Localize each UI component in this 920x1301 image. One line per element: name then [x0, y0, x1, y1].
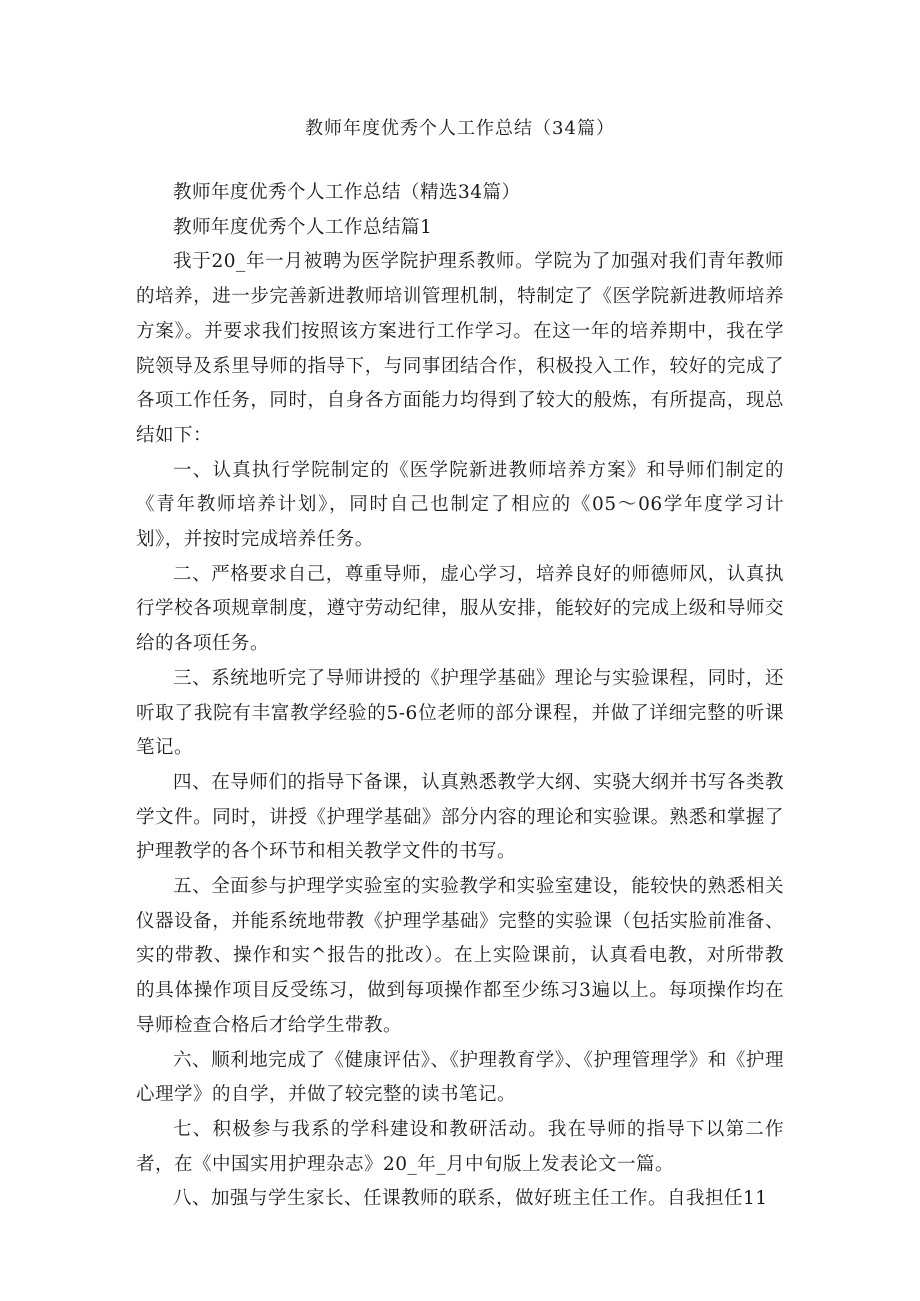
document-title: 教师年度优秀个人工作总结（34篇）	[305, 118, 615, 139]
paragraph-item-2: 二、严格要求自己，尊重导师，虚心学习，培养良好的师德师风，认真执行学校各项规章制度，遵守劳动纪律，服从安排，能较好的完成上级和导师交给的各项任务。	[136, 563, 784, 655]
paragraph-item-5: 五、全面参与护理学实验室的实验教学和实验室建设，能较快的熟悉相关仪器设备，并能系统地带教《护理学基础》完整的实验课（包括实脸前准备、实的带教、操作和实^报告的批改）。在上实险课前，认真看电教，对所带教的具体操作项目反受练习，做到每项操作都至少练习3遍以上。每项操作均在导师检查合格后才给学生带教。	[136, 876, 784, 1036]
paragraph-item-1: 一、认真执行学院制定的《医学院新进教师培养方案》和导师们制定的《青年教师培养计划》，同时自己也制定了相应的《05～06学年度学习计划》，并按时完成培养任务。	[136, 459, 784, 551]
paragraph-item-8: 八、加强与学生家长、任课教师的联系，做好班主任工作。自我担任11	[173, 1188, 768, 1210]
paragraph-item-6: 六、顺利地完成了《健康评估》、《护理教育学》、《护理管理学》和《护理心理学》的自学，并做了较完整的读书笔记。	[136, 1049, 784, 1106]
section-heading: 教师年度优秀个人工作总结篇1	[173, 216, 433, 238]
paragraph-intro: 我于20_年一月被聘为医学院护理系教师。学院为了加强对我们青年教师的培养，进一步完善新进教师培训管理机制，特制定了《医学院新进教师培养方案》。并要求我们按照该方案进行工作学习。在这一年的培养期中，我在学院领导及系里导师的指导下，与同事团结合作，积极投入工作，较好的完成了各项工作任务，同时，自身各方面能力均得到了较大的般炼，有所提高，现总结如下：	[136, 251, 784, 446]
paragraph-item-7: 七、积极参与我系的学科建设和教研活动。我在导师的指导下以第二作者，在《中国实用护理杂志》20_年_月中旬版上发表论文一篇。	[136, 1118, 784, 1175]
paragraph-item-3: 三、系统地听完了导师讲授的《护理学基础》理论与实验课程，同时，还听取了我院有丰富教学经验的5-6位老师的部分课程，并做了详细完整的听课笔记。	[136, 667, 784, 759]
paragraph-item-4: 四、在导师们的指导下备课，认真熟悉教学大纲、实骁大纲并书写各类教学文件。同时，讲授《护理学基础》部分内容的理论和实验课。熟悉和掌握了护理教学的各个环节和相关教学文件的书写。	[136, 771, 784, 863]
document-body	[136, 176, 784, 1217]
document-subtitle: 教师年度优秀个人工作总结（精选34篇）	[173, 182, 521, 203]
